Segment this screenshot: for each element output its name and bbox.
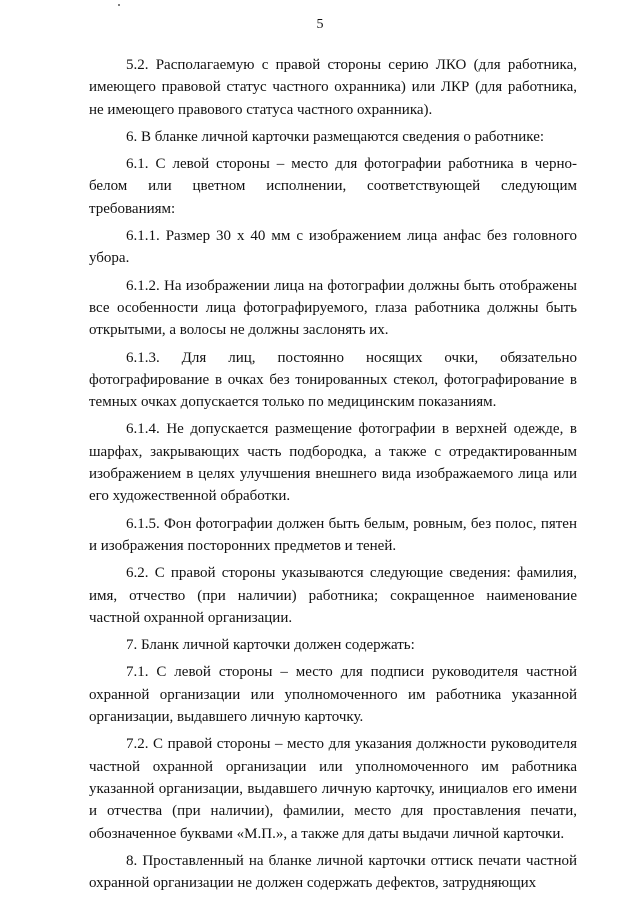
- paragraph-8: 8. Проставленный на бланке личной карточки оттиск печати частной охранной организации не должен содержать дефектов, затрудняющих: [89, 852, 577, 892]
- paragraph-6-1-5: 6.1.5. Фон фотографии должен быть белым, ровным, без полос, пятен и изображения посторонних предметов и теней.: [89, 515, 577, 554]
- paragraph-6-1-4: 6.1.4. Не допускается размещение фотографии в верхней одежде, в шарфах, закрывающих часть подбородка, а также с отредактированным изображением в целях улучшения внешнего вида изображаемого лица или его художественной обработки.: [89, 421, 577, 505]
- paragraph-7: 7. Бланк личной карточки должен содержать:: [126, 637, 415, 654]
- paragraph-6-1-1: 6.1.1. Размер 30 х 40 мм с изображением лица анфас без головного убора.: [89, 228, 577, 267]
- paragraph-6-1: 6.1. С левой стороны – место для фотографии работника в черно-белом или цветном исполнении, соответствующей следующим требованиям:: [89, 156, 577, 217]
- paragraph-6: 6. В бланке личной карточки размещаются сведения о работнике:: [126, 128, 545, 145]
- paragraph-5-2: 5.2. Располагаемую с правой стороны серию ЛКО (для работника, имеющего правовой статус частного охранника) или ЛКР (для работника, не имеющего правового статуса частного охранника).: [89, 57, 577, 118]
- paragraph-6-1-3: 6.1.3. Для лиц, постоянно носящих очки, обязательно фотографирование в очках без тонированных стекол, фотографирование в темных очках допускается только по медицинским показаниям.: [89, 349, 577, 411]
- scan-speck: [118, 4, 120, 6]
- page-number: 5: [316, 17, 324, 32]
- document-body: [89, 54, 577, 899]
- paragraph-7-2: 7.2. С правой стороны – место для указания должности руководителя частной охранной организации или уполномоченного им работника указанной организации, выдавшего личную карточку, инициалов его имени и отчества (при наличии), фамилии, место для проставления печати, обозначенное буквами «М.П.», а также для даты выдачи личной карточки.: [89, 736, 577, 842]
- paragraph-6-1-2: 6.1.2. На изображении лица на фотографии должны быть отображены все особенности лица фотографируемого, глаза работника должны быть открытыми, а волосы не должны заслонять их.: [89, 277, 577, 339]
- paragraph-7-1: 7.1. С левой стороны – место для подписи руководителя частной охранной организации или уполномоченного им работника указанной организации, выдавшего личную карточку.: [89, 664, 577, 726]
- paragraph-6-2: 6.2. С правой стороны указываются следующие сведения: фамилия, имя, отчество (при наличии) работника; сокращенное наименование частной охранной организации.: [89, 565, 577, 626]
